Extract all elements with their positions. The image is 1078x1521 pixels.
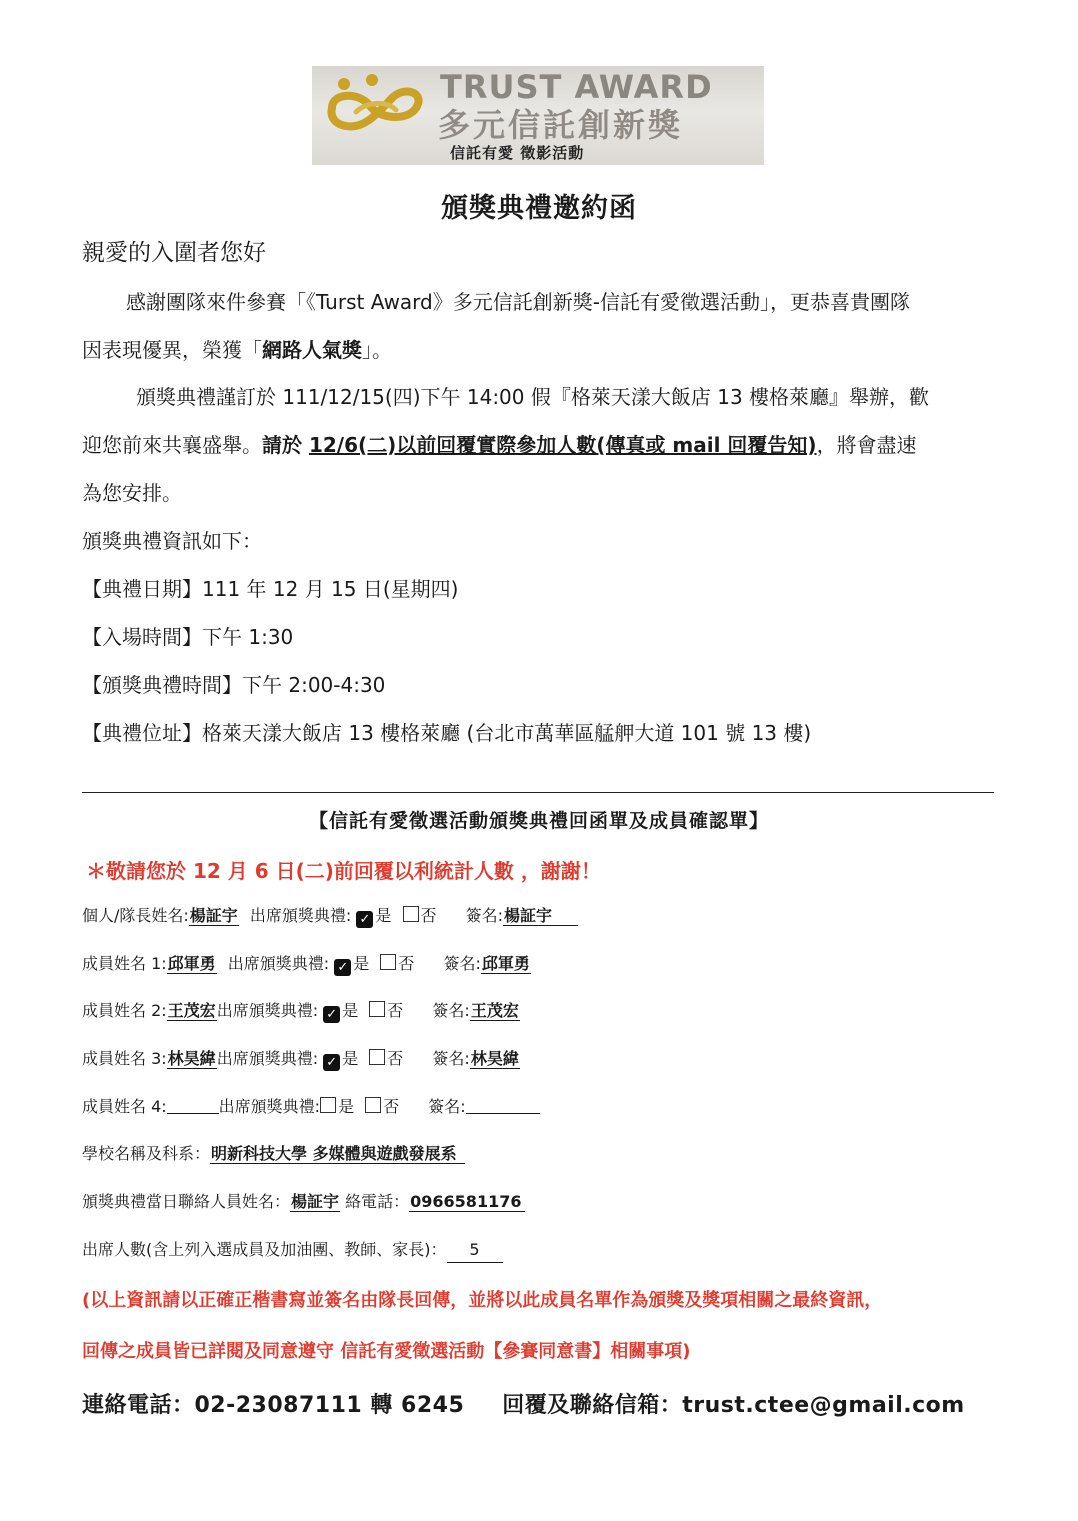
no-checkbox[interactable] [365, 1097, 381, 1113]
sign-label: 簽名: [432, 1001, 470, 1020]
leader-row [82, 904, 578, 928]
school-field[interactable]: 明新科技大學 多媒體與遊戲發展系 [210, 1144, 465, 1164]
footer-email[interactable]: 回覆及聯絡信箱：trust.ctee@gmail.com [502, 1393, 965, 1418]
yes-label: 是 [342, 1001, 359, 1020]
info-location: 【典禮位址】格萊天漾大飯店 13 樓格萊廳 (台北市萬華區艋舺大道 101 號 13 樓) [82, 721, 812, 745]
member-row-4 [82, 1095, 540, 1119]
member-name-field[interactable]: 王茂宏 [167, 1001, 216, 1020]
contact-person-field[interactable]: 楊証宇 [291, 1192, 340, 1211]
greeting: 親愛的入圍者您好 [82, 240, 266, 266]
member-name-field[interactable]: 林昊緯 [167, 1049, 216, 1068]
school-label: 學校名稱及科系： [82, 1144, 211, 1163]
paragraph2-line2-suffix: ，將會盡速 [816, 433, 917, 457]
attend-label: 出席頒獎典禮: [216, 1049, 319, 1068]
paragraph1-line2-prefix: 因表現優異，榮獲「 [82, 338, 262, 362]
leader-signature-field[interactable]: 楊証宇 [503, 906, 578, 926]
contact-person-row [82, 1190, 525, 1214]
no-checkbox[interactable] [380, 954, 396, 970]
member-row-3 [82, 1047, 520, 1071]
member-label: 成員姓名 1: [82, 954, 167, 973]
member-name-field[interactable]: 邱軍勇 [167, 954, 216, 973]
paragraph2-line1: 頒獎典禮謹訂於 111/12/15(四)下午 14:00 假『格萊天漾大飯店 13 樓格萊廳』舉辦，歡 [136, 385, 930, 409]
form-title: 【信託有愛徵選活動頒獎典禮回函單及成員確認單】 [308, 810, 769, 832]
section-divider [82, 792, 994, 793]
member-signature-field[interactable]: 王茂宏 [470, 1001, 519, 1020]
yes-label: 是 [342, 1049, 359, 1068]
no-label: 否 [383, 1097, 400, 1116]
sign-label: 簽名: [428, 1097, 466, 1116]
sign-label: 簽名: [465, 906, 504, 925]
member-row-1 [82, 952, 531, 976]
contact-person-label: 頒獎典禮當日聯絡人員姓名： [82, 1192, 291, 1211]
no-checkbox[interactable] [369, 1001, 385, 1017]
info-entry-time: 【入場時間】下午 1:30 [82, 625, 294, 649]
rsvp-deadline: 12/6(二)以前回覆實際參加人數(傳真或 mail 回覆告知) [308, 433, 817, 457]
attend-label: 出席頒獎典禮: [218, 1097, 321, 1116]
yes-label: 是 [353, 954, 370, 973]
footer-phone: 連絡電話：02-23087111 轉 6245 [82, 1393, 465, 1418]
no-checkbox[interactable] [403, 906, 419, 922]
form-disclaimer-line2: 回傳之成員皆已詳閱及同意遵守 信託有愛徵選活動【參賽同意書】相關事項) [82, 1341, 691, 1362]
rsvp-request-lead: 請於 [262, 433, 309, 457]
sign-label: 簽名: [443, 954, 481, 973]
attend-label: 出席頒獎典禮: [227, 954, 330, 973]
yes-label: 是 [375, 906, 392, 925]
member-row-2 [82, 999, 520, 1023]
paragraph1-line2-suffix: 」。 [362, 338, 392, 362]
page-title: 頒獎典禮邀約函 [441, 193, 637, 224]
school-row [82, 1142, 465, 1166]
yes-checkbox-checked-icon[interactable]: ✓ [356, 911, 373, 928]
member-label: 成員姓名 3: [82, 1049, 167, 1068]
attend-label: 出席頒獎典禮: [216, 1001, 319, 1020]
paragraph1-line2 [82, 335, 392, 365]
award-name: 網路人氣獎 [262, 338, 362, 362]
leader-name-field[interactable]: 楊証宇 [189, 906, 238, 925]
info-heading: 頒獎典禮資訊如下： [82, 529, 262, 553]
attend-label: 出席頒獎典禮: [249, 906, 352, 925]
member-name-field[interactable] [167, 1095, 219, 1114]
member-signature-field[interactable]: 林昊緯 [470, 1049, 519, 1068]
info-ceremony-time: 【頒獎典禮時間】下午 2:00-4:30 [82, 673, 386, 697]
yes-checkbox-checked-icon[interactable]: ✓ [323, 1054, 340, 1071]
member-signature-field[interactable]: 邱軍勇 [481, 954, 530, 973]
trust-award-logo-mark-icon [326, 72, 436, 134]
no-checkbox[interactable] [369, 1049, 385, 1065]
attendee-count-row [82, 1238, 503, 1263]
paragraph2-line3: 為您安排。 [82, 481, 182, 505]
no-label: 否 [398, 954, 415, 973]
contact-phone-field[interactable]: 0966581176 [409, 1192, 525, 1212]
contact-phone-label: 絡電話： [345, 1192, 410, 1211]
yes-label: 是 [338, 1097, 355, 1116]
no-label: 否 [387, 1001, 404, 1020]
member-signature-field[interactable] [466, 1095, 540, 1114]
form-notice: ＊敬請您於 12 月 6 日(二)前回覆以利統計人數 ，謝謝！ [86, 859, 601, 883]
paragraph1-line1: 感謝團隊來件參賽「《Turst Award》多元信託創新獎-信託有愛徵選活動」，更恭喜貴團隊 [126, 290, 910, 314]
attendee-count-field[interactable]: 5 [447, 1238, 503, 1263]
logo-brand-zh: 多元信託創新獎 [438, 106, 684, 144]
paragraph2-line2 [82, 430, 917, 460]
contact-footer [82, 1388, 965, 1419]
info-date: 【典禮日期】111 年 12 月 15 日(星期四) [82, 577, 459, 601]
yes-checkbox-checked-icon[interactable]: ✓ [323, 1006, 340, 1023]
sign-label: 簽名: [432, 1049, 470, 1068]
logo-subtitle: 信託有愛 徵影活動 [450, 144, 585, 162]
logo-brand-en: TRUST AWARD [440, 68, 713, 106]
leader-label: 個人/隊長姓名: [82, 906, 189, 925]
trust-award-logo [312, 66, 764, 165]
no-label: 否 [420, 906, 437, 925]
form-disclaimer-line1: (以上資訊請以正確正楷書寫並簽名由隊長回傳，並將以此成員名單作為頒獎及獎項相關之最終資訊， [82, 1290, 883, 1311]
yes-checkbox[interactable] [320, 1097, 336, 1113]
member-label: 成員姓名 4: [82, 1097, 167, 1116]
yes-checkbox-checked-icon[interactable]: ✓ [334, 959, 351, 976]
no-label: 否 [387, 1049, 404, 1068]
paragraph2-line2-prefix: 迎您前來共襄盛舉。 [82, 433, 262, 457]
attendee-count-label: 出席人數(含上列入選成員及加油團、教師、家長)： [82, 1240, 447, 1259]
member-label: 成員姓名 2: [82, 1001, 167, 1020]
